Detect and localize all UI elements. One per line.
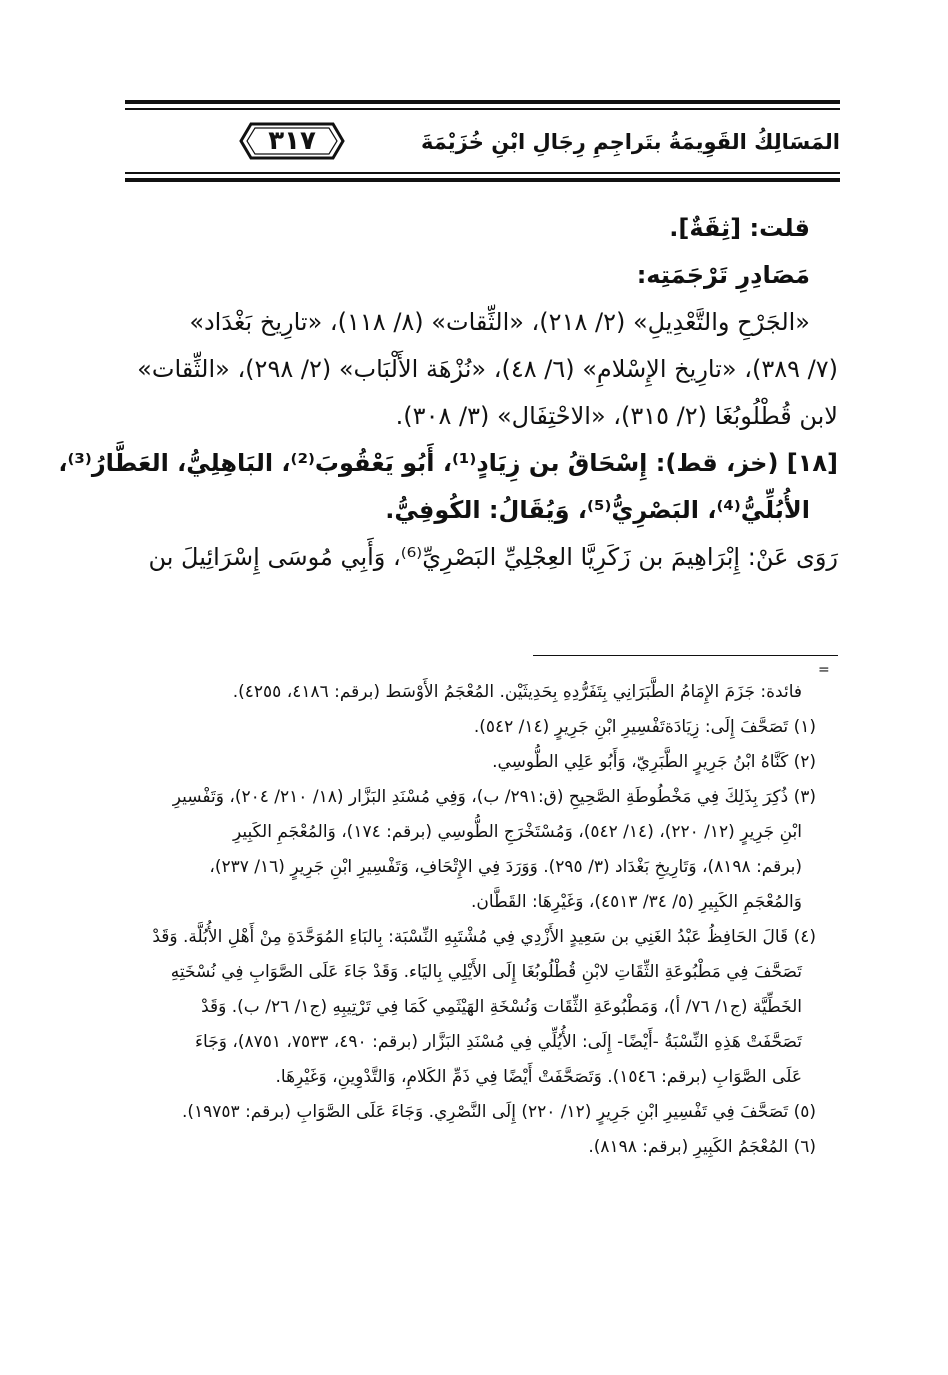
narrated-from-line: رَوَى عَنْ: إِبْرَاهِيمَ بن زَكَرِيَّا العِجْلِيِّ البَصْرِيِّ⁽⁶⁾، وَأَبِي مُوسَى إِسْرَائِيلَ بن	[148, 543, 838, 571]
footnote-3-line-3: (برقم: ٨١٩٨)، وَتَارِيخِ بَغْدَاد (٣/ ٢٩٥). وَوَرَدَ فِي الإِتْحَافِ، وَتَفْسِيرِ ابْنِ جَرِيرٍ (١٦/ ٢٣٧)،	[209, 857, 802, 877]
entry-heading-line-1: [١٨] (خز، قط): إِسْحَاقُ بن زِيَادٍ⁽¹⁾، أَبُو يَعْقُوبَ⁽²⁾، البَاهِلِيُّ، العَطَّارُ⁽³⁾،	[58, 449, 838, 477]
main-text	[58, 205, 838, 581]
page-number: ٣١٧	[268, 126, 316, 156]
header-bottom-thick-rule	[125, 178, 840, 182]
sources-line-3: لابن قُطْلُوبُغَا (٢/ ٣١٥)، «الاحْتِفَال» (٣/ ٣٠٨).	[395, 402, 838, 430]
page-header	[125, 96, 840, 182]
footnote-4-line-1: (٤) قَالَ الحَافِظُ عَبْدُ الغَنِي بن سَعِيدٍ الأَزْدِي فِي مُشْتَبِهِ النِّسْبَة: بِالبَاءِ المُوَحَّدَةِ مِنْ أَهْلِ الأُبُلَّة. وَقَدْ	[152, 927, 816, 947]
footnote-4-line-4: تَصَحَّفَتْ هَذِهِ النِّسْبَةُ -أَيْضًا- إِلَى: الأُيُلِّي فِي مُسْنَدِ البَزَّار (برقم: ٤٩٠، ٧٥٣٣، ٨٧٥١)، وَجَاءَ	[195, 1032, 802, 1052]
running-title: المَسَالِكُ القَوِيمَةُ بتَراجِمِ رِجَالِ ابْنِ خُزَيْمَةَ	[420, 130, 840, 154]
footnote-4-line-2: تَصَحَّفَ فِي مَطْبُوعَةِ الثِّقَاتِ لابْنِ قُطْلُوبُغَا إِلَى الأَيْلِي بِاليَاء. وَقَدْ جَاءَ عَلَى الصَّوَابِ فِي نُسْخَتِهِ	[170, 962, 802, 982]
header-top-thin-rule	[125, 108, 840, 110]
page-number-ornament	[237, 118, 347, 164]
footnotes	[120, 675, 838, 1165]
footnote-3-line-2: ابْنِ جَرِيرٍ (١٢/ ٢٢٠)، (١٤/ ٥٤٢)، وَمُسْتَخْرَجِ الطُّوسِي (برقم: ١٧٤)، وَالمُعْجَمِ الكَبِيرِ	[233, 822, 802, 842]
footnote-4-line-3: الخَطِّيَّة (ج١/ ٧٦/ أ)، وَمَطْبُوعَةِ الثِّقَات وَنُسْخَةِ الهَيْثَمِي كَمَا فِي تَرْتِيبِهِ (ج١/ ٢٦/ ب). وَقَدْ	[201, 997, 802, 1017]
footnote-continuation-mark: =	[818, 662, 830, 678]
header-top-thick-rule	[125, 100, 840, 104]
footnote-1: (١) تَصَحَّفَ إِلَى: زِيَادَةتَفْسِيرِ ابْنِ جَرِيرٍ (١٤/ ٥٤٢).	[473, 717, 816, 737]
header-bottom-thin-rule	[125, 172, 840, 174]
footnote-4-line-5: عَلَى الصَّوَابِ (برقم: ١٥٤٦). وَتَصَحَّفَتْ أَيْضًا فِي ذَمِّ الكَلامِ، وَالتَّدْوِينِ، وَغَيْرِهَا.	[275, 1067, 802, 1087]
footnote-3-line-1: (٣) ذُكِرَ بِذَلِكَ فِي مَخْطُوطَةِ الصَّحِيحِ (ق:٢٩١/ ب)، وَفِي مُسْنَدِ البَزَّار (١٨/ ٢١٠/ ٢٠٤)، وَتَفْسِيرِ	[172, 787, 816, 807]
verdict-line: قلت: [ثِقَةٌ].	[669, 214, 810, 242]
footnote-3-line-4: وَالمُعْجَمِ الكَبِيرِ (٥/ ٣٤/ ٤٥١٣)، وَغَيْرِهَا: القَطَّان.	[471, 892, 802, 912]
footnote-divider	[533, 655, 838, 656]
footnote-2: (٢) كَنَّاهُ ابْنُ جَرِيرٍ الطَّبَرِيّ، وَأَبُو عَلِي الطُّوسِي.	[492, 752, 816, 772]
footnote-6: (٦) المُعْجَمُ الكَبِيرِ (برقم: ٨١٩٨).	[588, 1137, 816, 1157]
entry-heading-line-2: الأُبُلِّيُّ⁽⁴⁾، البَصْرِيُّ⁽⁵⁾، وَيُقَالُ: الكُوفِيُّ.	[385, 496, 810, 524]
sources-line-1: «الجَرْحِ والتَّعْدِيلِ» (٢/ ٢١٨)، «الثِّقات» (٨/ ١١٨)، «تارِيخ بَغْدَاد»	[189, 308, 810, 336]
sources-line-2: (٧/ ٣٨٩)، «تارِيخ الإِسْلامِ» (٦/ ٤٨)، «نُزْهَة الأَلْبَاب» (٢/ ٢٩٨)، «الثِّقات»	[137, 355, 838, 383]
footnote-5: (٥) تَصَحَّفَ فِي تَفْسِيرِ ابْنِ جَرِيرٍ (١٢/ ٢٢٠) إِلَى النَّصْرِي. وَجَاءَ عَلَى الصَّوَابِ (برقم: ١٩٧٥٣).	[181, 1102, 816, 1122]
footnote-note: فائدة: جَزَمَ الإِمَامُ الطَّبَرَانِي بِتَفَرُّدِهِ بِحَدِيثَيْن. المُعْجَمُ الأَوْسَط (برقم: ٤١٨٦، ٤٢٥٥).	[232, 682, 802, 702]
sources-heading: مَصَادِرِ تَرْجَمَتِه:	[636, 261, 810, 289]
